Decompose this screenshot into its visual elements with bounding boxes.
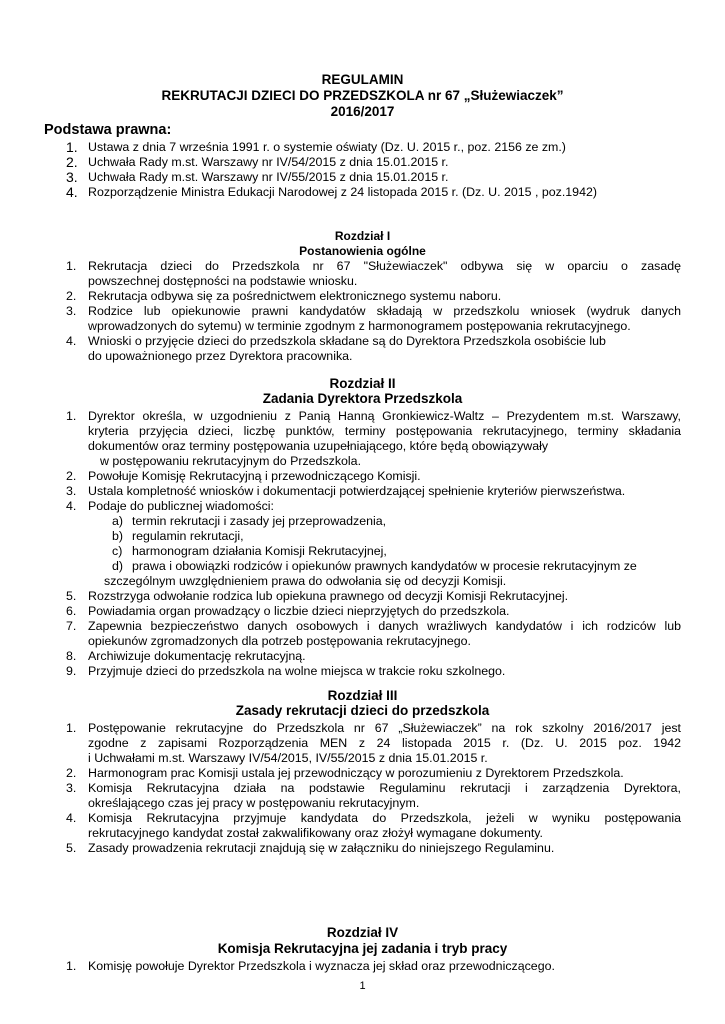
chapter-4-line: Komisję powołuje Dyrektor Przedszkola i wyznacza jej skład oraz przewodniczącego. xyxy=(88,959,555,973)
list-marker: b) xyxy=(112,529,124,543)
list-marker: 3. xyxy=(66,304,77,318)
list-marker: 6. xyxy=(66,604,77,618)
chapter-2-line: dokumentów oraz terminy postępowania uzupełniającego, które będą obowiązywały xyxy=(88,439,549,453)
chapter-2-line: opiekunów zgromadzonych dla potrzeb postępowania rekrutacyjnego. xyxy=(88,634,471,648)
chapter-2-heading: Rozdział II xyxy=(329,376,396,391)
list-marker: d) xyxy=(112,559,124,573)
chapter-3-line: Harmonogram prac Komisji ustala jej przewodniczący w porozumieniu z Dyrektorem Przedszkola. xyxy=(88,766,624,780)
chapter-2-line: Podaje do publicznej wiadomości: xyxy=(88,499,274,513)
legal-basis-item: Uchwała Rady m.st. Warszawy nr IV/55/2015 z dnia 15.01.2015 r. xyxy=(88,170,449,184)
list-marker: 1. xyxy=(66,959,77,973)
document-year: 2016/2017 xyxy=(330,104,395,119)
chapter-2-line: regulamin rekrutacji, xyxy=(132,529,244,543)
list-marker: 4. xyxy=(66,334,77,348)
list-marker: 1. xyxy=(66,409,77,423)
chapter-1-line: Rodzice lub opiekunowie prawni kandydatów składają w przedszkolu wniosek (wydruk danych xyxy=(88,304,681,318)
chapter-3-line: Komisja Rekrutacyjna działa na podstawie Regulaminu rekrutacji i zarządzenia Dyrektora, xyxy=(88,781,681,795)
legal-basis-item: Ustawa z dnia 7 września 1991 r. o systemie oświaty (Dz. U. 2015 r., poz. 2156 ze zm.) xyxy=(88,140,566,154)
list-marker: a) xyxy=(112,514,124,528)
document-title: REGULAMIN xyxy=(321,72,404,87)
list-marker: 4. xyxy=(66,499,77,513)
chapter-1-line: Rekrutacja odbywa się za pośrednictwem elektronicznego systemu naboru. xyxy=(88,289,502,303)
list-marker: c) xyxy=(112,544,123,558)
chapter-1-line: do upoważnionego przez Dyrektora pracownika. xyxy=(88,349,353,363)
list-marker: 2. xyxy=(66,154,78,170)
legal-basis-item: Uchwała Rady m.st. Warszawy nr IV/54/2015 z dnia 15.01.2015 r. xyxy=(88,155,449,169)
list-marker: 5. xyxy=(66,841,77,855)
chapter-2-line: Zapewnia bezpieczeństwo danych osobowych i danych wrażliwych kandydatów i ich rodziców lub xyxy=(88,619,681,633)
chapter-3-line: Zasady prowadzenia rekrutacji znajdują się w załączniku do niniejszego Regulaminu. xyxy=(88,841,555,855)
chapter-3-line: określającego czas jej pracy w postępowaniu rekrutacyjnym. xyxy=(88,796,420,810)
list-marker: 1. xyxy=(66,721,77,735)
list-marker: 2. xyxy=(66,289,77,303)
list-marker: 3. xyxy=(66,781,77,795)
chapter-2-title: Zadania Dyrektora Przedszkola xyxy=(262,391,463,406)
chapter-3-heading: Rozdział III xyxy=(327,688,398,703)
list-marker: 5. xyxy=(66,589,77,603)
chapter-2-line: termin rekrutacji i zasady jej przeprowadzenia, xyxy=(132,514,387,528)
list-marker: 3. xyxy=(66,484,77,498)
chapter-3-line: Postępowanie rekrutacyjne do Przedszkola nr 67 „Służewiaczek” na rok szkolny 2016/2017 jest xyxy=(88,721,681,735)
chapter-2-line: Ustala kompletność wniosków i dokumentacji potwierdzającej spełnienie kryteriów pierwszeństwa. xyxy=(88,484,626,498)
list-marker: 4. xyxy=(66,811,77,825)
chapter-1-line: powszechnej dostępności na podstawie wniosku. xyxy=(88,274,358,288)
chapter-2-line: kryteria przyjęcia dzieci, liczbę punktów, terminy postępowania rekrutacyjnego, terminy składania xyxy=(88,424,681,438)
chapter-1-line: wprowadzonych do sytemu) w terminie zgodnym z harmonogramem postępowania rekrutacyjnego. xyxy=(88,319,631,333)
chapter-4-title: Komisja Rekrutacyjna jej zadania i tryb pracy xyxy=(217,941,508,956)
chapter-4-heading: Rozdział IV xyxy=(326,925,399,940)
document-subtitle: REKRUTACJI DZIECI DO PRZEDSZKOLA nr 67 „Służewiaczek” xyxy=(161,88,564,103)
chapter-1-line: Wnioski o przyjęcie dzieci do przedszkola składane są do Dyrektora Przedszkola osobiście lub xyxy=(88,334,606,348)
chapter-2-line: Powiadamia organ prowadzący o liczbie dzieci nieprzyjętych do przedszkola. xyxy=(88,604,510,618)
chapter-2-line: szczególnym uwzględnieniem prawa do odwołania się od decyzji Komisji. xyxy=(104,574,507,588)
list-marker: 2. xyxy=(66,766,77,780)
chapter-1-line: Rekrutacja dzieci do Przedszkola nr 67 "Służewiaczek" odbywa się w oparciu o zasadę xyxy=(88,259,681,273)
chapter-2-line: Powołuje Komisję Rekrutacyjną i przewodniczącego Komisji. xyxy=(88,469,421,483)
chapter-3-line: rekrutacyjnego kandydat został zakwalifikowany oraz złożył wymagane dokumenty. xyxy=(88,826,543,840)
chapter-2-line: Archiwizuje dokumentację rekrutacyjną. xyxy=(88,649,306,663)
chapter-2-line: Dyrektor określa, w uzgodnieniu z Panią Hanną Gronkiewicz-Waltz – Prezydentem m.st. Warszawy, xyxy=(88,409,681,423)
list-marker: 1. xyxy=(66,259,77,273)
list-marker: 9. xyxy=(66,664,77,678)
chapter-2-line: Przyjmuje dzieci do przedszkola na wolne miejsca w trakcie roku szkolnego. xyxy=(88,664,506,678)
chapter-2-line: prawa i obowiązki rodziców i opiekunów prawnych kandydatów w procesie rekrutacyjnym ze xyxy=(132,559,637,573)
chapter-2-line: harmonogram działania Komisji Rekrutacyjnej, xyxy=(132,544,387,558)
legal-basis-label: Podstawa prawna: xyxy=(44,122,172,138)
chapter-3-line: zgodne z zapisami Rozporządzenia MEN z 24 listopada 2015 r. (Dz. U. 2015 poz. 1942 xyxy=(88,736,681,750)
chapter-3-line: Komisja Rekrutacyjna przyjmuje kandydata do Przedszkola, jeżeli w wyniku postępowania xyxy=(88,811,681,825)
chapter-3-line: i Uchwałami m.st. Warszawy IV/54/2015, IV/55/2015 z dnia 15.01.2015 r. xyxy=(88,751,488,765)
chapter-2-line: w postępowaniu rekrutacyjnym do Przedszkola. xyxy=(100,454,362,468)
chapter-2-line: Rozstrzyga odwołanie rodzica lub opiekuna prawnego od decyzji Komisji Rekrutacyjnej. xyxy=(88,589,569,603)
chapter-3-title: Zasady rekrutacji dzieci do przedszkola xyxy=(235,703,490,718)
list-marker: 1. xyxy=(66,139,78,155)
page-number: 1 xyxy=(359,980,366,992)
legal-basis-item: Rozporządzenie Ministra Edukacji Narodowej z 24 listopada 2015 r. (Dz. U. 2015 , poz.1942) xyxy=(88,185,597,199)
chapter-1-title: Postanowienia ogólne xyxy=(299,244,426,258)
list-marker: 3. xyxy=(66,169,78,185)
list-marker: 7. xyxy=(66,619,77,633)
list-marker: 8. xyxy=(66,649,77,663)
chapter-1-heading: Rozdział I xyxy=(334,229,391,243)
list-marker: 2. xyxy=(66,469,77,483)
list-marker: 4. xyxy=(66,184,78,200)
